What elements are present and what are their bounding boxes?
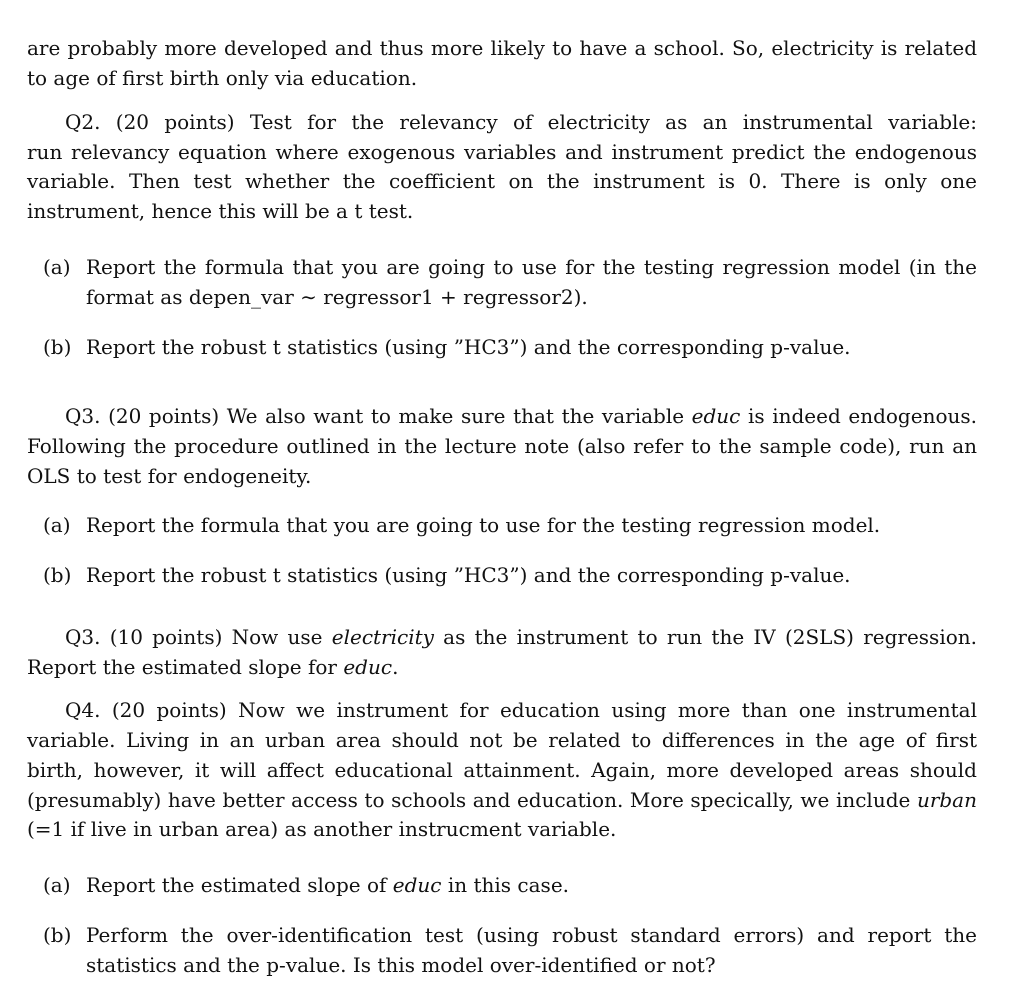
q3-line-1-pre: Q3. (20 points) We also want to make sure that the variable [65,404,692,428]
q3b-line-2-post: . [392,655,399,679]
q3b-line-1 [65,624,977,650]
q3-line-2: Following the procedure outlined in the lecture note (also refer to the sample code), run an [27,434,977,458]
q3b-line-1-post: as the instrument to run the IV (2SLS) regression. [433,625,977,649]
q3-line-1-post: is indeed endogenous. [740,404,977,428]
q2-item-b-line-1: Report the robust t statistics (using ”HC3”) and the corresponding p-value. [86,335,851,359]
intro-line-2: to age of first birth only via education. [27,66,418,90]
q4-item-a-line-1 [86,872,569,898]
q2-item-a-line-2: format as depen_var ∼ regressor1 + regressor2). [86,285,588,309]
q3b-line-1-pre: Q3. (10 points) Now use [65,625,332,649]
q2-line-3: variable. Then test whether the coefficient on the instrument is 0. There is only one [27,169,977,193]
q2-line-2: run relevancy equation where exogenous variables and instrument predict the endogenous [27,140,977,164]
q3b-variable-electricity: electricity [331,625,434,649]
q3-item-a-label: (a) [43,513,71,537]
q2-item-b-label: (b) [43,335,72,359]
q2-item-a-label: (a) [43,255,71,279]
q4-line-4 [27,787,977,813]
q4-line-2: variable. Living in an urban area should not be related to differences in the age of first [27,728,977,752]
q3-variable-educ: educ [691,404,741,428]
q4-variable-urban: urban [916,788,977,812]
q3-item-b-label: (b) [43,563,72,587]
q4-line-3: birth, however, it will affect educational attainment. Again, more developed areas should [27,758,977,782]
q4-line-1: Q4. (20 points) Now we instrument for education using more than one instrumental [65,698,977,722]
q4-item-b-label: (b) [43,923,72,947]
q4-line-4-pre: (presumably) have better access to schools and education. More specically, we include [27,788,917,812]
q4-item-a-post: in this case. [441,873,570,897]
q4-line-5: (=1 if live in urban area) as another instrucment variable. [27,817,617,841]
q3b-line-2-pre: Report the estimated slope for [27,655,344,679]
q2-item-a-line-1: Report the formula that you are going to use for the testing regression model (in the [86,255,977,279]
q4-item-a-label: (a) [43,873,71,897]
q4-variable-educ: educ [392,873,442,897]
intro-line-1: are probably more developed and thus more likely to have a school. So, electricity is related [27,36,977,60]
q3b-line-2 [27,654,398,680]
q3b-variable-educ: educ [343,655,393,679]
q3-line-3: OLS to test for endogeneity. [27,464,312,488]
q2-line-1: Q2. (20 points) Test for the relevancy of electricity as an instrumental variable: [65,110,977,134]
q3-item-a-line-1: Report the formula that you are going to use for the testing regression model. [86,513,881,537]
q4-item-b-line-2: statistics and the p-value. Is this model over-identified or not? [86,953,716,977]
q4-item-a-pre: Report the estimated slope of [86,873,393,897]
q4-item-b-line-1: Perform the over-identification test (using robust standard errors) and report the [86,923,977,947]
q2-line-4: instrument, hence this will be a t test. [27,199,414,223]
q3-item-b-line-1: Report the robust t statistics (using ”HC3”) and the corresponding p-value. [86,563,851,587]
q3-line-1 [65,403,977,429]
